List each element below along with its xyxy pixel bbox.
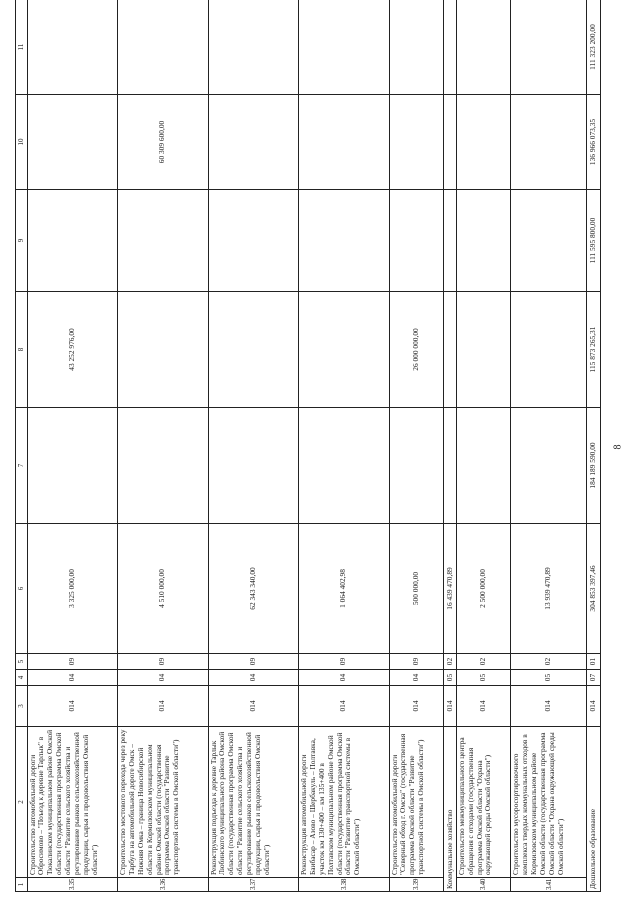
amount-c6: 500 000,00 xyxy=(389,524,444,654)
table-row xyxy=(299,0,390,892)
ministry-code: 014 xyxy=(456,686,511,727)
row-number: 3.41 xyxy=(511,878,587,892)
amount-c10 xyxy=(27,95,118,190)
amount-c8 xyxy=(456,292,511,408)
amount-c9 xyxy=(118,190,209,292)
amount-c6: 4 510 000,00 xyxy=(118,524,209,654)
amount-c10: 60 309 600,00 xyxy=(118,95,209,190)
subsection-code: 01 xyxy=(587,654,601,670)
amount-c7 xyxy=(208,408,299,524)
column-number-row xyxy=(16,0,28,892)
amount-c6: 13 939 470,89 xyxy=(511,524,587,654)
amount-c11 xyxy=(299,0,390,95)
amount-c6: 2 500 000,00 xyxy=(456,524,511,654)
section-code: 05 xyxy=(444,670,456,686)
total-label: Дошкольное образование xyxy=(587,727,601,892)
amount-c8: 26 000 000,00 xyxy=(389,292,444,408)
object-name: Строительство мостового перехода через реку Тарбуга на автомобильной дороге Омск – Нижняя Омка – граница Новосибирской области в Кормиловском муниципальном районе Омской области (государственная программа Омской области "Развитие транспортной системы в Омской области") xyxy=(118,727,209,878)
row-number: 3.39 xyxy=(389,878,444,892)
subsection-code: 09 xyxy=(208,654,299,670)
ministry-code: 014 xyxy=(511,686,587,727)
ministry-code: 014 xyxy=(299,686,390,727)
section-code: 07 xyxy=(587,670,601,686)
total-row xyxy=(587,0,601,892)
amount-c10 xyxy=(456,95,511,190)
amount-c6: 62 343 340,00 xyxy=(208,524,299,654)
subsection-code: 09 xyxy=(299,654,390,670)
amount-c8 xyxy=(511,292,587,408)
object-name: Строительство межмуниципального центра обращения с отходами (государственная программа Омской области "Охрана окружающей среды Омской области") xyxy=(456,727,511,878)
column-number: 9 xyxy=(16,190,28,292)
row-number: 3.35 xyxy=(27,878,118,892)
row-number: 3.40 xyxy=(456,878,511,892)
section-code: 05 xyxy=(456,670,511,686)
table-row xyxy=(456,0,511,892)
amount-c11 xyxy=(456,0,511,95)
object-name: Строительство мусоросортировочного комплекса твердых коммунальных отходов в Кормиловском муниципальном районе Омской области (государственная программа Омской области "Охрана окружающей среды Омской области") xyxy=(511,727,587,878)
amount-c10: 136 966 073,35 xyxy=(587,95,601,190)
ministry-code: 014 xyxy=(27,686,118,727)
ministry-code: 014 xyxy=(389,686,444,727)
column-number: 3 xyxy=(16,686,28,727)
amount-c7 xyxy=(27,408,118,524)
section-label: Коммунальное хозяйство xyxy=(444,727,456,892)
section-code: 05 xyxy=(511,670,587,686)
section-row xyxy=(444,0,456,892)
amount-c9 xyxy=(511,190,587,292)
subsection-code: 09 xyxy=(27,654,118,670)
column-number: 2 xyxy=(16,727,28,878)
column-number: 6 xyxy=(16,524,28,654)
amount-c11 xyxy=(511,0,587,95)
ministry-code: 014 xyxy=(208,686,299,727)
subsection-code: 09 xyxy=(389,654,444,670)
budget-table-sheet xyxy=(15,0,601,892)
subsection-code: 09 xyxy=(118,654,209,670)
page-number: 8 xyxy=(612,444,624,450)
amount-c7: 184 189 590,00 xyxy=(587,408,601,524)
amount-c6: 304 853 397,46 xyxy=(587,524,601,654)
amount-c9 xyxy=(444,190,456,292)
amount-c7 xyxy=(118,408,209,524)
object-name: Строительство автомобильной дороги "Северный обход г. Омска" (государственная программа Омской области "Развитие транспортной системы в Омской области") xyxy=(389,727,444,878)
section-code: 04 xyxy=(27,670,118,686)
amount-c9 xyxy=(299,190,390,292)
amount-c11 xyxy=(208,0,299,95)
subsection-code: 02 xyxy=(456,654,511,670)
amount-c10 xyxy=(208,95,299,190)
amount-c6: 16 439 470,89 xyxy=(444,524,456,654)
amount-c11: 111 323 200,00 xyxy=(587,0,601,95)
amount-c8 xyxy=(208,292,299,408)
amount-c9 xyxy=(389,190,444,292)
amount-c10 xyxy=(389,95,444,190)
table-row xyxy=(511,0,587,892)
column-number: 7 xyxy=(16,408,28,524)
subsection-code: 02 xyxy=(511,654,587,670)
row-number: 3.36 xyxy=(118,878,209,892)
amount-c9: 111 595 800,00 xyxy=(587,190,601,292)
amount-c8: 115 873 265,31 xyxy=(587,292,601,408)
row-number: 3.37 xyxy=(208,878,299,892)
ministry-code: 014 xyxy=(118,686,209,727)
amount-c7 xyxy=(389,408,444,524)
amount-c8 xyxy=(444,292,456,408)
column-number: 1 xyxy=(16,878,28,892)
table-row xyxy=(208,0,299,892)
object-name: Реконструкция автомобильной дороги Баибасар – Азово – Шербакуль – Полтавка, участок км 130+400 – км 135+400 в Полтавском муниципальном районе Омской области (государственная программа Омской области "Развитие транспортной системы в Омской области") xyxy=(299,727,390,878)
amount-c9 xyxy=(456,190,511,292)
amount-c11 xyxy=(444,0,456,95)
section-code: 04 xyxy=(299,670,390,686)
amount-c8: 43 252 976,00 xyxy=(27,292,118,408)
amount-c7 xyxy=(299,408,390,524)
table-row xyxy=(118,0,209,892)
column-number: 8 xyxy=(16,292,28,408)
amount-c9 xyxy=(208,190,299,292)
amount-c10 xyxy=(511,95,587,190)
table-row xyxy=(389,0,444,892)
section-code: 04 xyxy=(208,670,299,686)
column-number: 5 xyxy=(16,654,28,670)
amount-c8 xyxy=(118,292,209,408)
amount-c7 xyxy=(456,408,511,524)
amount-c10 xyxy=(299,95,390,190)
table-row xyxy=(27,0,118,892)
column-number: 11 xyxy=(16,0,28,95)
amount-c8 xyxy=(299,292,390,408)
column-number: 10 xyxy=(16,95,28,190)
subsection-code: 02 xyxy=(444,654,456,670)
amount-c9 xyxy=(27,190,118,292)
ministry-code: 014 xyxy=(444,686,456,727)
amount-c7 xyxy=(444,408,456,524)
column-number: 4 xyxy=(16,670,28,686)
section-code: 04 xyxy=(118,670,209,686)
amount-c11 xyxy=(27,0,118,95)
object-name: Строительство автомобильной дороги Обросимово – "Поъезд к деревне Тарлык" в Тюкалинском муниципальном районе Омской области (государственная программа Омской области "Развитие сельского хозяйства и регулирование рынков сельскохозяйственной продукции, сырья и продовольствия Омской области") xyxy=(27,727,118,878)
row-number: 3.38 xyxy=(299,878,390,892)
amount-c10 xyxy=(444,95,456,190)
amount-c11 xyxy=(389,0,444,95)
section-code: 04 xyxy=(389,670,444,686)
object-name: Реконструкция подъезда к деревне Тарлык Любинского муниципального района Омской области (государственная программа Омской области "Развитие сельского хозяйства и регулирование рынков сельскохозяйственной продукции, сырья и продовольствия Омской области") xyxy=(208,727,299,878)
amount-c6: 3 325 000,00 xyxy=(27,524,118,654)
ministry-code: 014 xyxy=(587,686,601,727)
amount-c6: 1 064 402,98 xyxy=(299,524,390,654)
amount-c7 xyxy=(511,408,587,524)
amount-c11 xyxy=(118,0,209,95)
budget-table xyxy=(15,0,601,892)
